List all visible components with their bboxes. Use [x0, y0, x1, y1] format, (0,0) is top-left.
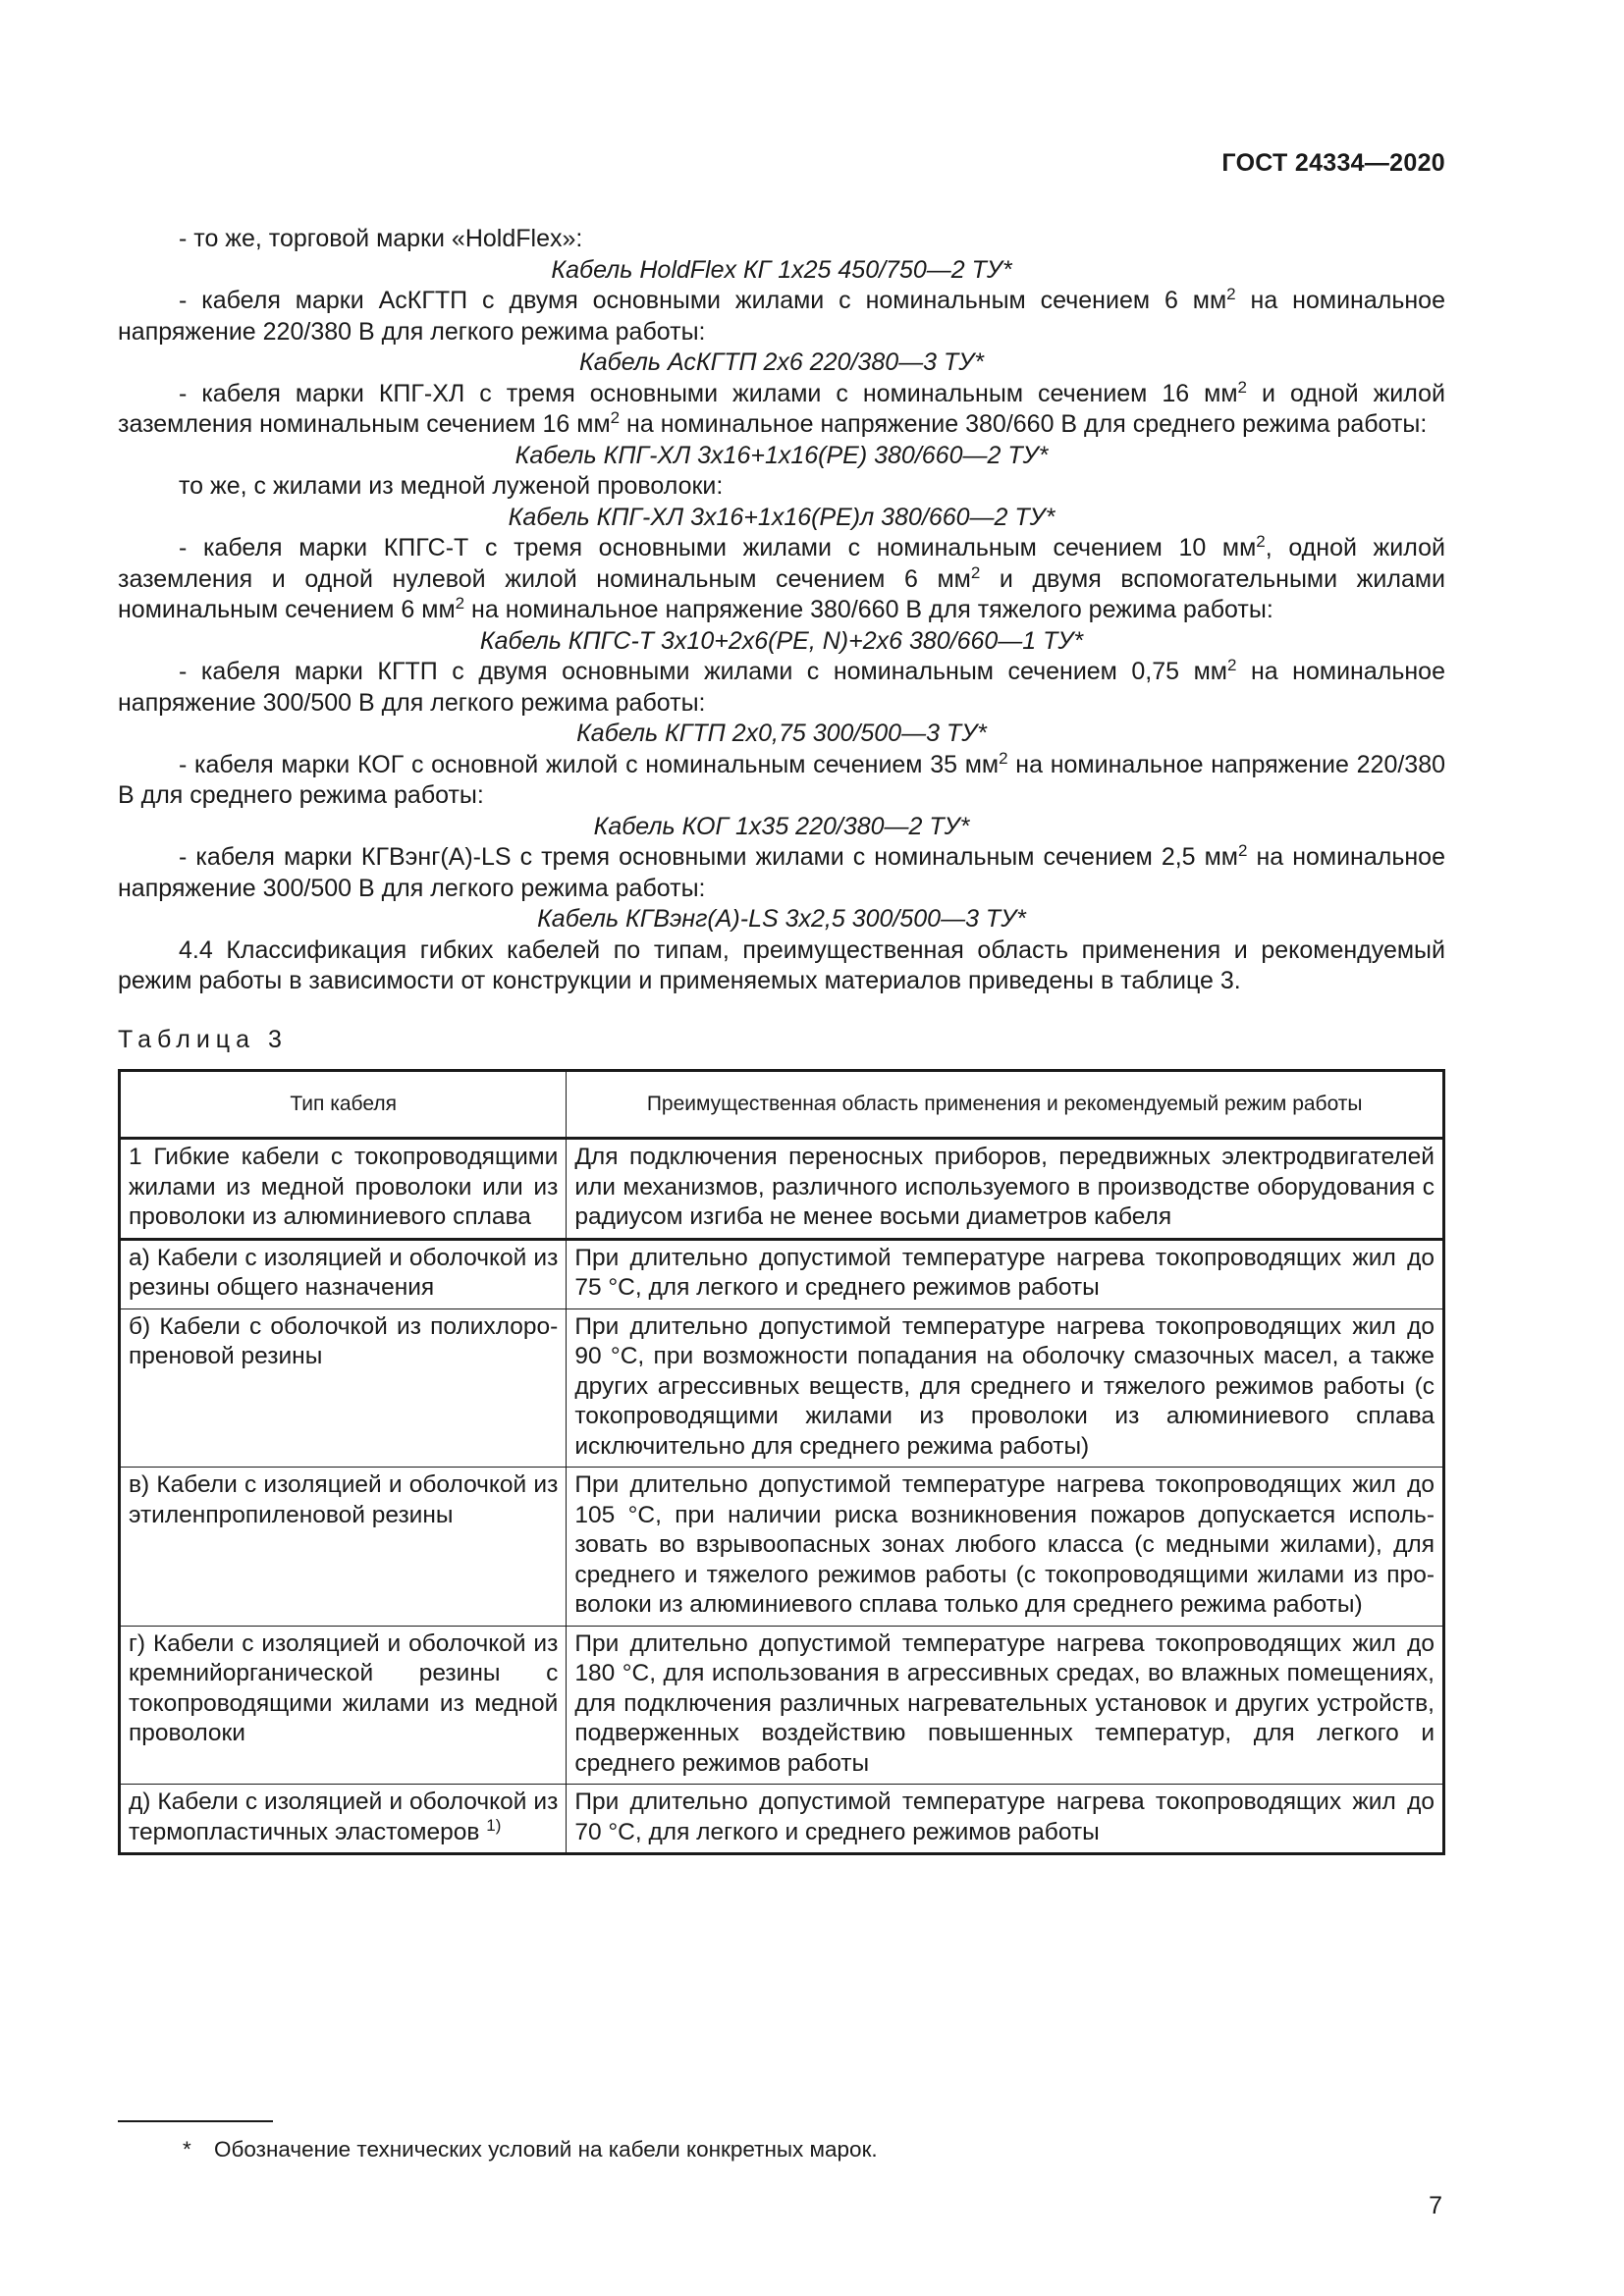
cell-application: При длительно допустимой температуре нагрева токопроводящих жил до 90 °С, при возможности попадания на оболочку смазочных масел, а также других агрессивных веществ, для среднего и тяжелого режимов работы (с токопроводящими жилами из проволоки из алюминиевого сплава исключительно для среднего режима работы) — [567, 1308, 1444, 1468]
paragraph: - кабеля марки КГТП с двумя основными жилами с номинальным сечением 0,75 $мм^2$ на номинальное напряжение 300/500 В для легкого режима работы: — [118, 656, 1445, 717]
table-row — [120, 1308, 1444, 1468]
cell-application: При длительно допустимой температуре нагрева токопроводящих жил до 180 °С, для использования в агрессивных средах, во влажных помещениях, для подключения различных нагревательных установок и других устройств, подверженных воздействию повышенных температур, для легкого и среднего режимов работы — [567, 1626, 1444, 1785]
cell-cable-type: д) Кабели с изоляцией и оболочкой из термопластичных эластомеров $^{1)}$ — [120, 1785, 567, 1854]
cell-cable-type: 1 Гибкие кабели с токопроводящими жилами из медной проволоки или из проволоки из алюминиевого сплава — [120, 1139, 567, 1240]
footnote-mark: * — [183, 2137, 191, 2162]
cell-cable-type: в) Кабели с изоляцией и оболочкой из этиленпропиленовой резины — [120, 1468, 567, 1627]
cable-designation: Кабель КПГ-ХЛ 3х16+1х16(PE) 380/660—2 ТУ* — [514, 441, 1049, 469]
cell-application: При длительно допустимой температуре нагрева токопроводящих жил до 75 °С, для легкого и среднего режимов работы — [567, 1239, 1444, 1308]
paragraph: - кабеля марки КПГС-Т с тремя основными жилами с номинальным сечением 10 $мм^2$, одной жилой заземления и одной нулевой жилой номинальным сечением 6 $мм^2$ и двумя вспомогательными жилами номинальным сечением 6 $мм^2$ на номинальное напряжение 380/660 В для тяжелого режима работы: — [118, 532, 1445, 623]
table-row — [120, 1785, 1444, 1854]
cable-types-table — [118, 1069, 1445, 1855]
cable-designation: Кабель АсКГТП 2х6 220/380—3 ТУ* — [579, 348, 984, 376]
table-row — [120, 1626, 1444, 1785]
paragraph: то же, с жилами из медной луженой проволоки: — [179, 472, 724, 500]
paragraph: - кабеля марки КОГ с основной жилой с номинальным сечением 35 $мм^2$ на номинальное напряжение 220/380 В для среднего режима работы: — [118, 748, 1445, 809]
cell-cable-type: г) Кабели с изоляцией и оболочкой из кремнийорганической резины с токопроводящими жилами из медной проволоки — [120, 1626, 567, 1785]
cell-application: Для подключения переносных приборов, передвижных электродвигателей или механизмов, различного используемого в производстве оборудования с радиусом изгиба не менее восьми диаметров кабеля — [567, 1139, 1444, 1240]
cable-designation: Кабель КПГС-Т 3х10+2х6(PE, N)+2х6 380/660—1 ТУ* — [479, 626, 1084, 655]
cell-application: При длительно допустимой температуре нагрева токопроводящих жил до 70 °С, для легкого и среднего режимов работы — [567, 1785, 1444, 1854]
section-4-4-paragraph: 4.4 Классификация гибких кабелей по типам, преимущественная область применения и рекомендуемый режим работы в зависимости от конструкции и применяемых материалов приведены в таблице 3. — [118, 935, 1445, 994]
paragraph: - то же, торговой марки «HoldFlex»: — [179, 225, 583, 252]
footnote — [185, 2137, 878, 2163]
table-row — [120, 1139, 1444, 1240]
table-header-row — [120, 1071, 1444, 1139]
paragraph: - кабеля марки КПГ-ХЛ с тремя основными жилами с номинальным сечением 16 $мм^2$ и одной жилой заземления номинальным сечением 16 $мм^2$ на номинальное напряжение 380/660 В для среднего режима работы: — [118, 377, 1445, 438]
cable-designation: Кабель КОГ 1х35 220/380—2 ТУ* — [593, 812, 970, 840]
table-title: Таблица 3 — [118, 1025, 288, 1053]
document-code: ГОСТ 24334—2020 — [1221, 149, 1445, 177]
cell-cable-type: б) Кабели с оболочкой из полихлоропреновой резины — [120, 1308, 567, 1468]
cable-designation: Кабель КПГ-ХЛ 3х16+1х16(PE)л 380/660—2 ТУ* — [508, 503, 1056, 531]
body-text — [118, 224, 1445, 997]
page-number: 7 — [1429, 2192, 1442, 2219]
cable-designation: Кабель КГТП 2х0,75 300/500—3 ТУ* — [576, 720, 987, 747]
cell-application: При длительно допустимой температуре нагрева токопроводящих жил до 105 °С, при наличии риска возникновения пожаров допускается использовать во взрывоопасных зонах любого класса (с медными жилами), для среднего и тяжелого режимов работы (с токопроводящими жилами из проволоки из алюминиевого сплава только для среднего режима работы) — [567, 1468, 1444, 1627]
paragraph: - кабеля марки АсКГТП с двумя основными жилами с номинальным сечением 6 $мм^2$ на номинальное напряжение 220/380 В для легкого режима работы: — [118, 285, 1445, 346]
table-row — [120, 1468, 1444, 1627]
footnote-text: Обозначение технических условий на кабели конкретных марок. — [214, 2137, 878, 2162]
cell-cable-type: а) Кабели с изоляцией и оболочкой из резины общего назначения — [120, 1239, 567, 1308]
column-header-cable-type: Тип кабеля — [120, 1071, 567, 1139]
column-header-application: Преимущественная область применения и рекомендуемый режим работы — [567, 1071, 1444, 1139]
table-row — [120, 1239, 1444, 1308]
footnote-ref: 1) — [486, 1815, 502, 1835]
paragraph: - кабеля марки КГВэнг(A)-LS с тремя основными жилами с номинальным сечением 2,5 $мм^2$ на номинальное напряжение 300/500 В для легкого режима работы: — [118, 841, 1445, 902]
cable-designation: Кабель КГВэнг(A)-LS 3х2,5 300/500—3 ТУ* — [537, 905, 1026, 933]
footnote-separator — [118, 2120, 273, 2122]
cable-designation: Кабель HoldFlex КГ 1х25 450/750—2 ТУ* — [551, 255, 1012, 284]
page-content — [118, 224, 1445, 1855]
